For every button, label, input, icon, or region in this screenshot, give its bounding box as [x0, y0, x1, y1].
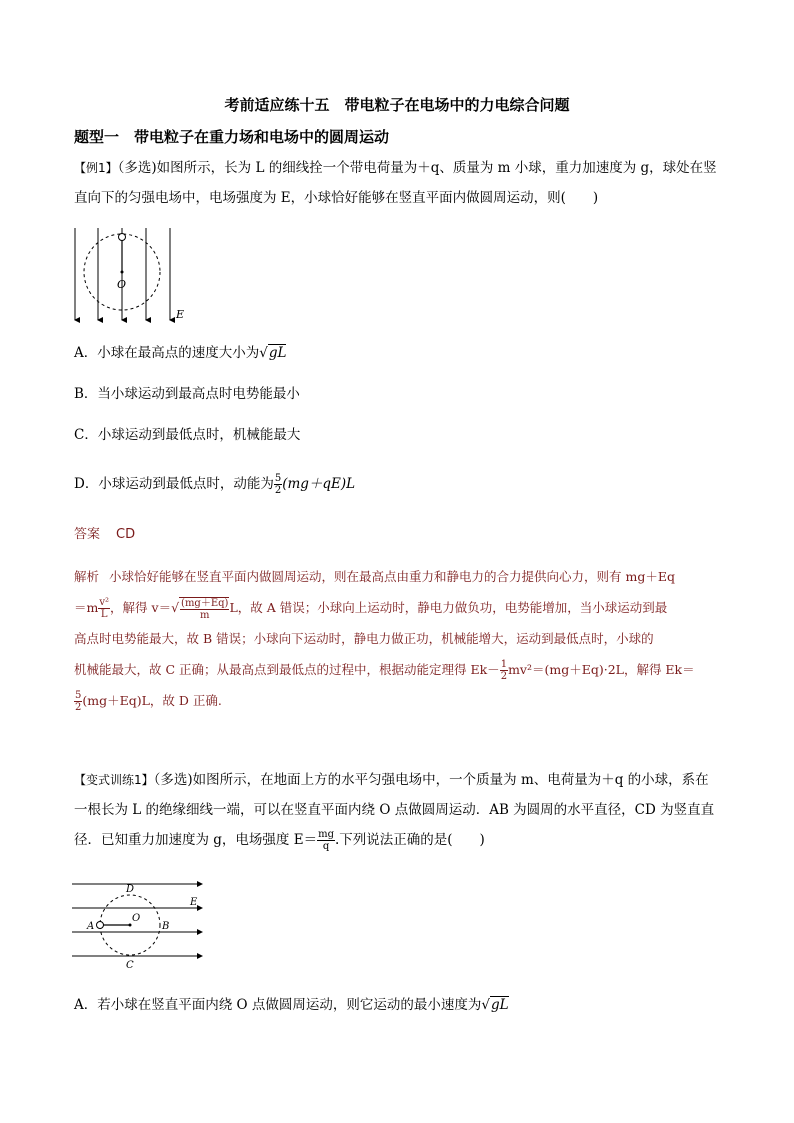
- variant1-tag: 【变式训练1】: [74, 773, 154, 787]
- variant1-option-a: A．若小球在竖直平面内绕 O 点做圆周运动，则它运动的最小速度为√gL: [74, 997, 509, 1013]
- analysis-label: 解析: [74, 569, 100, 584]
- sqrt-gL: gL: [491, 997, 509, 1013]
- label-c: C: [126, 960, 134, 971]
- page-title: 考前适应练十五 带电粒子在电场中的力电综合问题: [224, 96, 570, 114]
- option-b: B．当小球运动到最高点时电势能最小: [74, 386, 300, 402]
- option-d: D．小球运动到最低点时，动能为 $\frac{5}{2}$ (mg＋qE)L: [74, 473, 356, 496]
- label-a: A: [87, 921, 95, 932]
- option-c: C．小球运动到最低点时，机械能最大: [74, 427, 301, 443]
- sqrt-gL: gL: [268, 345, 287, 361]
- label-b: B: [162, 921, 170, 932]
- variant1-question: 【变式训练1】（多选)如图所示，在地面上方的水平匀强电场中，一个质量为 m、电荷量为＋q 的小球，系在 一根长为 L 的绝缘细线一端，可以在竖直平面内绕 O 点做圆周运动．AB 为圆周的水平直径，CD 为竖直直 径．已知重力加速度为 g，电场强度 E＝ $\frac{mg}{q}$ .下列说法正确的是( ): [74, 772, 715, 852]
- ball: [97, 922, 104, 929]
- center-label: O: [117, 278, 127, 291]
- answer: [74, 523, 135, 542]
- answer-label: 答案: [74, 527, 101, 542]
- example1-tag: 【例1】: [74, 161, 118, 175]
- field-label: E: [176, 308, 185, 321]
- example1-question: [74, 153, 724, 213]
- variant1-figure: [70, 878, 210, 974]
- label-d: D: [126, 884, 135, 895]
- analysis: 解析 小球恰好能够在竖直平面内做圆周运动，则在最高点由重力和静电力的合力提供向心力，则有 mg＋Eq ＝m $\frac{\text{v²}}{L}$ ，解得 v＝√ $\frac{(mg+Eq)}{m}$ L，故 A 错误；小球向上运动时，静电力做负功，电势能增加，当小球运动到最 高点时电势能最大，故 B 错误；小球向下运动时，静电力做正功，机械能增大，运动到最低点时，小球的 机械能最大，故 C 正确；从最高点到最低点的过程中，根据动能定理得 Ek－ $\frac{1}{2}$ mv²＝(mg＋Eq)·2L，解得 Ek＝ $\frac{5}{2}$ (mg＋Eq)L，故 D 正确.: [74, 569, 695, 713]
- label-e: E: [190, 897, 198, 908]
- ball: [119, 234, 126, 241]
- label-o: O: [132, 913, 141, 924]
- center-point: [121, 271, 124, 274]
- option-a: A．小球在最高点的速度大小为√gL: [74, 345, 287, 361]
- section-heading: 题型一 带电粒子在重力场和电场中的圆周运动: [74, 128, 390, 146]
- example1-text-line2: 直向下的匀强电场中，电场强度为 E，小球恰好能够在竖直平面内做圆周运动，则( ): [74, 190, 599, 206]
- example1-text-line1: （多选)如图所示，长为 L 的细线拴一个带电荷量为＋q、质量为 m 小球，重力加速度为 g，球处在竖: [117, 160, 717, 176]
- example1-figure: [60, 222, 200, 328]
- answer-value: CD: [116, 527, 136, 542]
